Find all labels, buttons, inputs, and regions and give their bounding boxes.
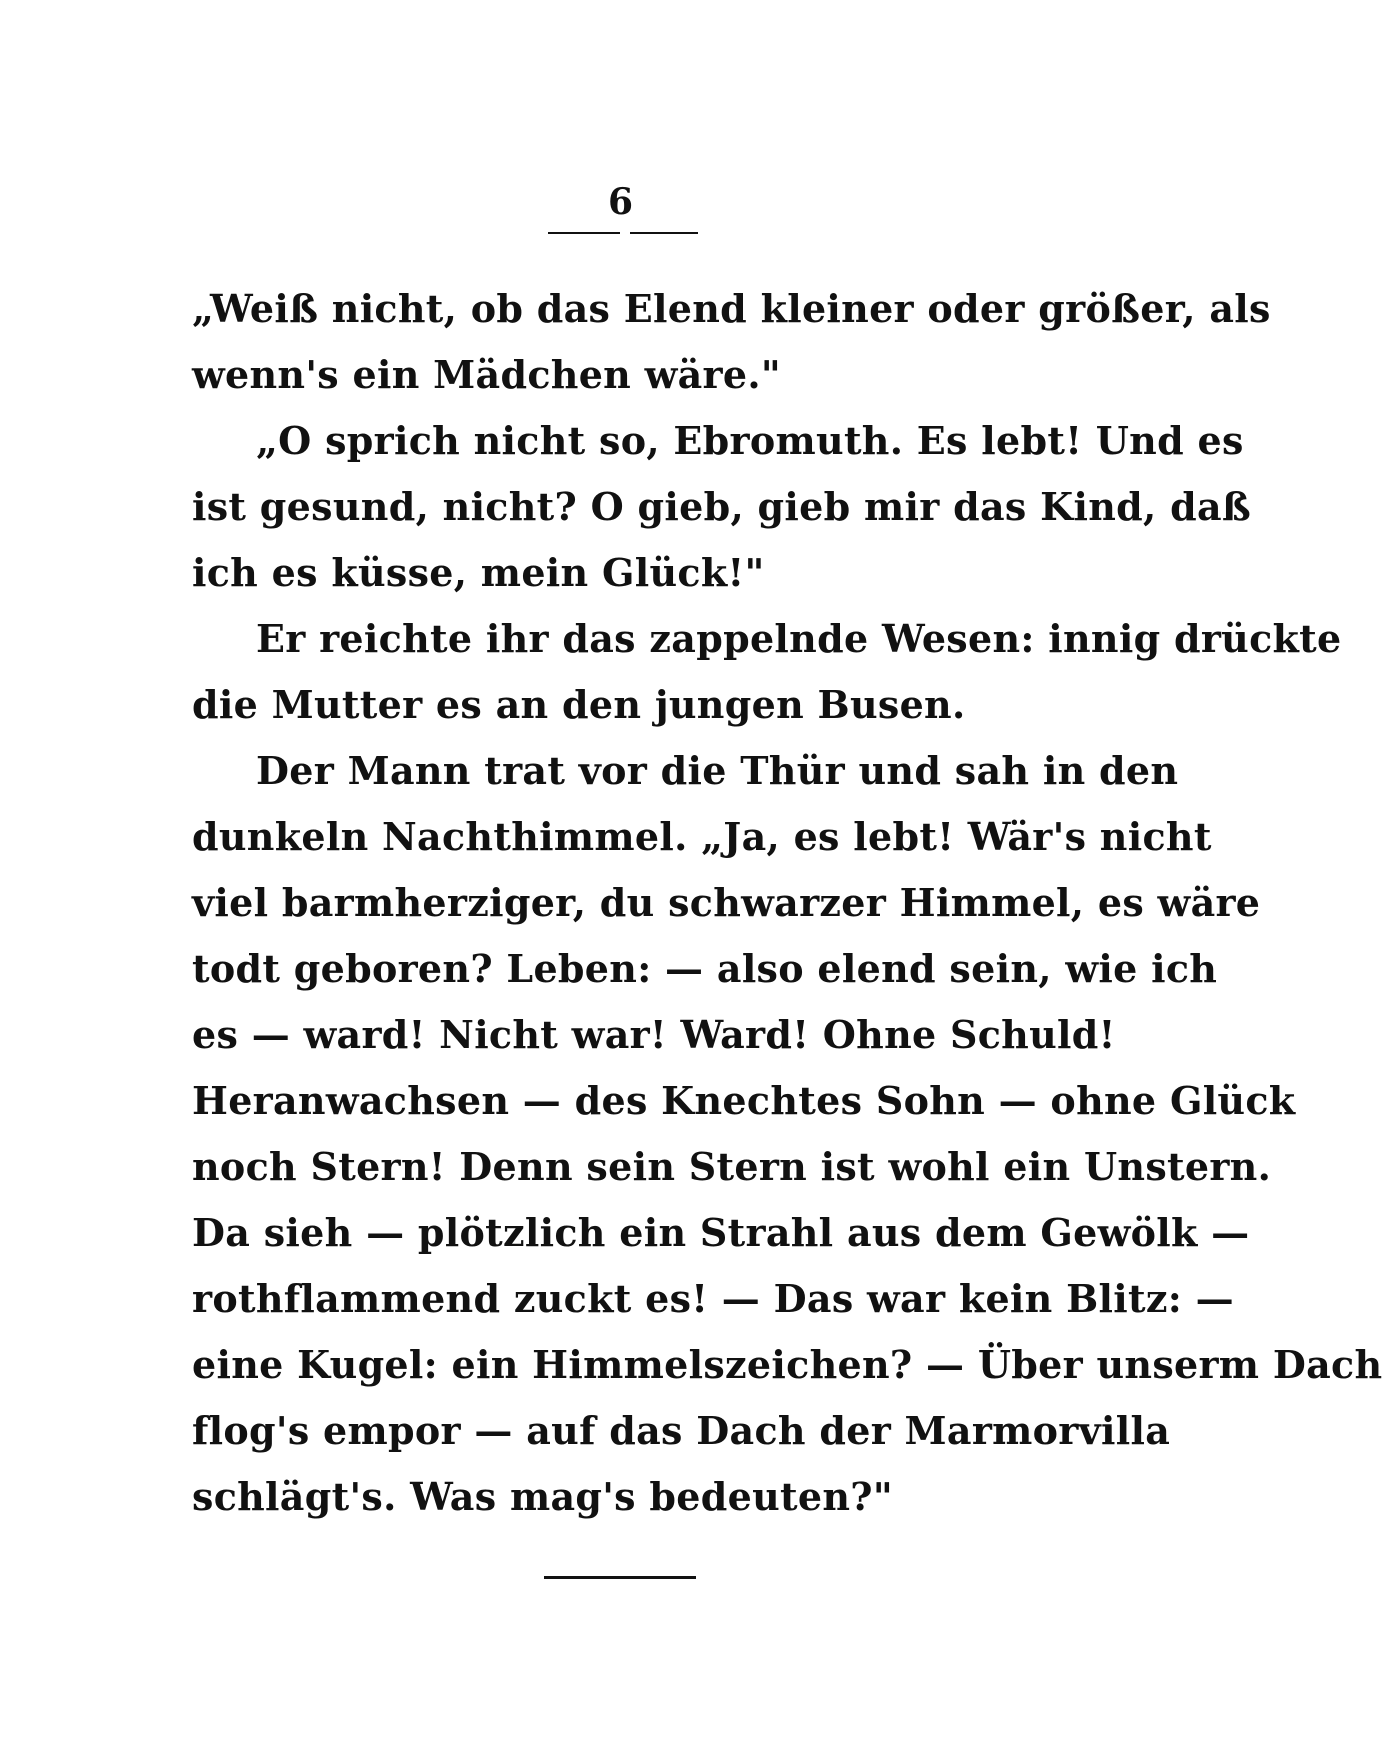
header-rule-left [548, 232, 620, 234]
text-line: Er reichte ihr das zappelnde Wesen: innig drückte [256, 616, 1342, 661]
text-line: wenn's ein Mädchen wäre." [192, 352, 781, 397]
text-line: die Mutter es an den jungen Busen. [192, 682, 966, 727]
text-line: ist gesund, nicht? O gieb, gieb mir das Kind, daß [192, 484, 1252, 529]
page-number: 6 [607, 181, 634, 223]
text-line: schlägt's. Was mag's bedeuten?" [192, 1474, 893, 1519]
text-line: „Weiß nicht, ob das Elend kleiner oder größer, als [192, 286, 1271, 331]
footer-rule [544, 1576, 696, 1579]
body-text [192, 276, 1382, 1530]
text-line: viel barmherziger, du schwarzer Himmel, es wäre [192, 880, 1261, 925]
text-line: Der Mann trat vor die Thür und sah in den [256, 748, 1179, 793]
text-line: eine Kugel: ein Himmelszeichen? — Über unserm Dach [192, 1342, 1382, 1387]
text-line: es — ward! Nicht war! Ward! Ohne Schuld! [192, 1012, 1116, 1057]
text-line: noch Stern! Denn sein Stern ist wohl ein Unstern. [192, 1144, 1272, 1189]
text-line: „O sprich nicht so, Ebromuth. Es lebt! Und es [256, 418, 1244, 463]
header-rule-right [630, 232, 698, 234]
text-line: ich es küsse, mein Glück!" [192, 550, 765, 595]
text-line: flog's empor — auf das Dach der Marmorvilla [192, 1408, 1171, 1453]
text-line: dunkeln Nachthimmel. „Ja, es lebt! Wär's nicht [192, 814, 1212, 859]
text-line: todt geboren? Leben: — also elend sein, wie ich [192, 946, 1218, 991]
text-line: rothflammend zuckt es! — Das war kein Blitz: — [192, 1276, 1234, 1321]
text-line: Da sieh — plötzlich ein Strahl aus dem Gewölk — [192, 1210, 1250, 1255]
text-line: Heranwachsen — des Knechtes Sohn — ohne Glück [192, 1078, 1296, 1123]
